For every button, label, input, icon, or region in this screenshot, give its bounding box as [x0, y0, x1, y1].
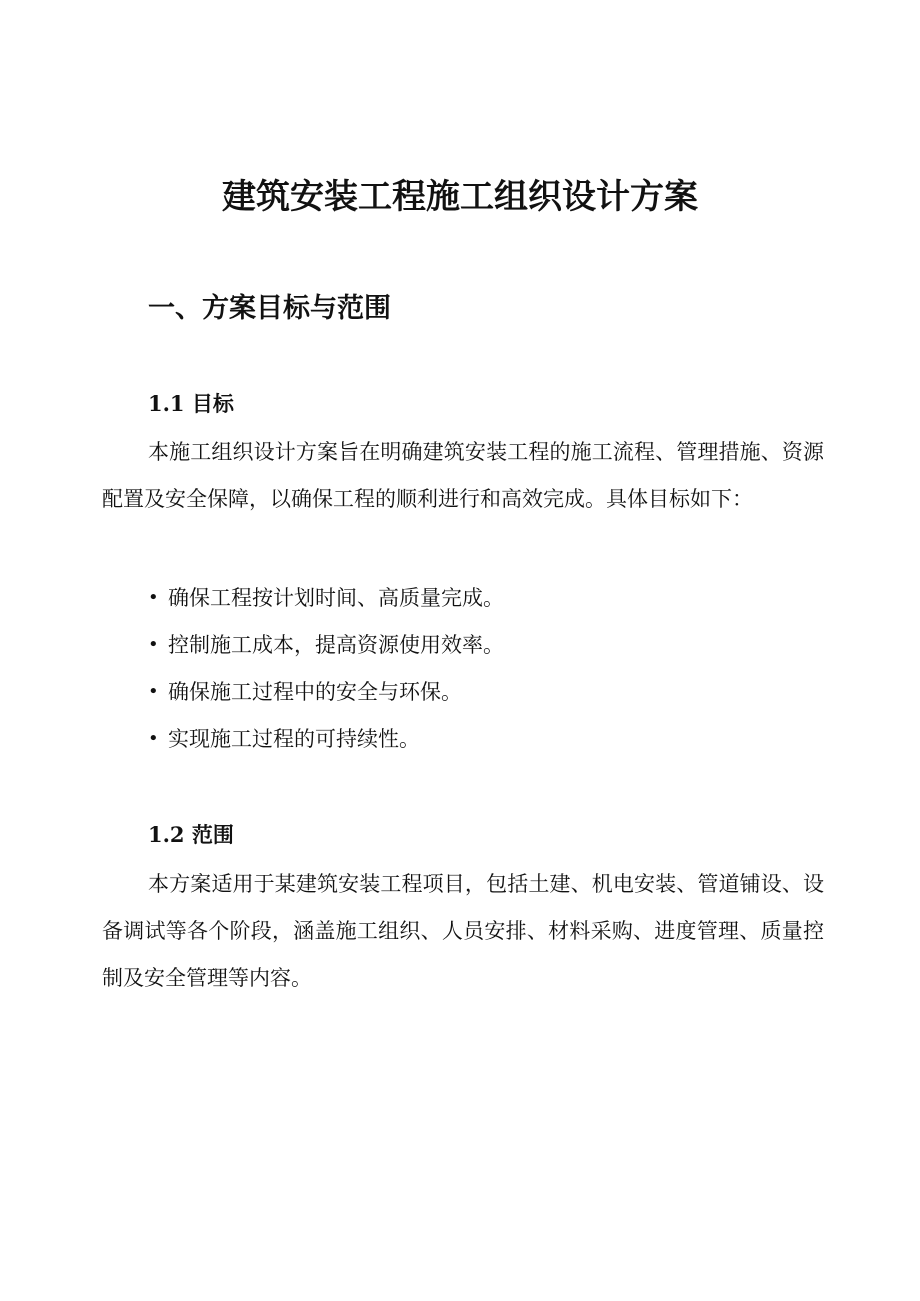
goals-bullet-list — [148, 583, 504, 771]
list-item — [148, 583, 504, 630]
subsection-heading-goals: 1.1 目标 — [148, 391, 234, 416]
scope-paragraph: 本方案适用于某建筑安装工程项目，包括土建、机电安装、管道铺设、设备调试等各个阶段，涵盖施工组织、人员安排、材料采购、进度管理、质量控制及安全管理等内容。 — [102, 872, 824, 990]
list-item-text: 实现施工过程的可持续性。 — [168, 727, 420, 751]
list-item-text: 控制施工成本，提高资源使用效率。 — [168, 633, 504, 657]
list-item — [148, 630, 504, 677]
list-item-text: 确保施工过程中的安全与环保。 — [168, 680, 462, 704]
subsection-heading-scope: 1.2 范围 — [148, 822, 234, 847]
list-item — [148, 677, 504, 724]
goals-paragraph: 本施工组织设计方案旨在明确建筑安装工程的施工流程、管理措施、资源配置及安全保障，以确保工程的顺利进行和高效完成。具体目标如下： — [102, 440, 824, 511]
bullet-icon: • — [148, 634, 159, 655]
bullet-icon: • — [148, 728, 159, 749]
document-title: 建筑安装工程施工组织设计方案 — [222, 177, 698, 217]
bullet-icon: • — [148, 587, 159, 608]
list-item-text: 确保工程按计划时间、高质量完成。 — [168, 586, 504, 610]
section-heading: 一、方案目标与范围 — [148, 293, 391, 324]
bullet-icon: • — [148, 681, 159, 702]
list-item — [148, 724, 504, 771]
